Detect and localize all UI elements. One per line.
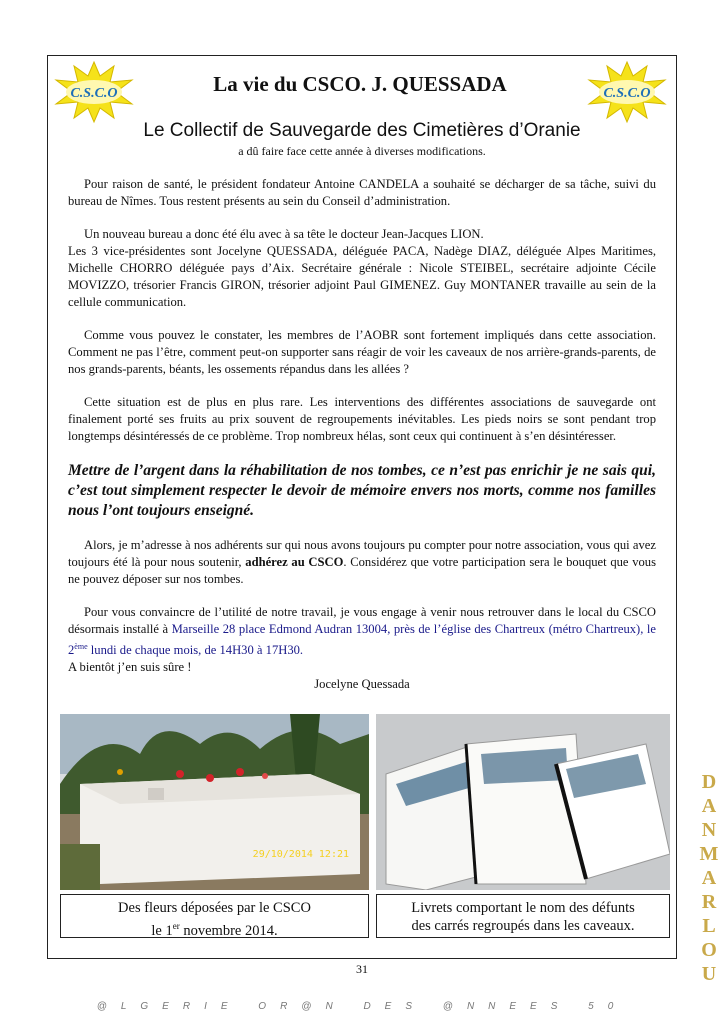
paragraph-3: Comme vous pouvez le constater, les membres de l’AOBR sont fortement impliqués dans cette association. Comment ne pas l’être, comment peut-on supporter sans réagir de voir les caveaux de nos arrière-grands-parents, de nos grands-parents, béants, les ossements répandus dans les allées ?: [68, 328, 656, 376]
photo-timestamp: 29/10/2014 12:21: [252, 849, 349, 860]
side-letter: A: [701, 867, 717, 889]
join-csco-text: adhérez au CSCO: [245, 555, 344, 569]
logo-text: C.S.C.O: [70, 86, 118, 101]
paragraph-2a: Un nouveau bureau a donc été élu avec à sa tête le docteur Jean-Jacques LION.: [84, 227, 484, 241]
side-vertical-text: [697, 770, 721, 986]
left-photo-caption: [60, 894, 369, 938]
side-letter: N: [701, 819, 717, 841]
left-caption-line2b: novembre 2014.: [179, 922, 278, 939]
address-sup: ème: [74, 642, 88, 651]
left-caption-line2a: le 1: [151, 922, 173, 939]
schedule-text: lundi de chaque mois, de 14H30 à 17H30.: [87, 643, 304, 658]
signature: Jocelyne Quessada: [314, 677, 410, 692]
tomb-photo: [60, 714, 369, 890]
paragraph-6a: Pour vous convaincre de l’utilité de notre travail, je vous engage à venir nous retrouver dans le local du CSCO désormais installé à: [68, 605, 656, 636]
csco-logo-right: [585, 60, 669, 124]
paragraph-5c: . Considérez que votre participation sera le bouquet que vous ne pouvez déposer sur nos tombes.: [68, 555, 656, 586]
subtitle-note: a dû faire face cette année à diverses modifications.: [238, 144, 486, 158]
logo-text: C.S.C.O: [603, 86, 651, 101]
side-letter: A: [701, 795, 717, 817]
paragraph-6: [68, 604, 656, 659]
right-caption-line1: Livrets comportant le nom des défunts: [411, 900, 635, 916]
right-caption-line2: des carrés regroupés dans les caveaux.: [411, 918, 635, 934]
side-letter: D: [701, 771, 717, 793]
side-letter: U: [701, 963, 717, 985]
side-letter: R: [701, 891, 717, 913]
address-text: Marseille 28 place Edmond Audran 13004, près de l’église des Chartreux (métro Chartreux), le 2: [68, 622, 656, 658]
page-number: 31: [356, 962, 368, 976]
left-caption-line2: [61, 917, 368, 940]
left-caption-line1: Des fleurs déposées par le CSCO: [118, 900, 311, 916]
paragraph-4: Cette situation est de plus en plus rare. Les interventions des différentes associations de sauvegarde ont finalement porté ses fruits au prix souvent de regroupements inévitables. Les pieds noirs se sont pendant trop longtemps désintéressés de ce problème. Trop nombreux hélas, sont ceux qui continuent à s’en désintéresser.: [68, 395, 656, 443]
side-letter: L: [702, 915, 716, 937]
paragraph-2: [68, 226, 656, 311]
closing-line: A bientôt j’en suis sûre !: [68, 660, 192, 675]
side-letter: M: [699, 843, 719, 865]
footer-text: @LGERIE OR@N DES @NNEES 50: [96, 1001, 628, 1012]
paragraph-1: Pour raison de santé, le président fondateur Antoine CANDELA a souhaité se décharger de sa tâche, suivi du bureau de Nîmes. Tous restent présents au sein du Conseil d’administration.: [68, 177, 656, 208]
paragraph-5: [68, 537, 656, 588]
page-title: La vie du CSCO. J. QUESSADA: [213, 72, 507, 96]
csco-logo-left: [52, 60, 136, 124]
left-caption-sup: er: [172, 921, 180, 931]
paragraph-5a: Alors, je m’adresse à nos adhérents sur qui nous avons toujours pu compter pour notre association, vous qui avez toujours été là pour nous soutenir,: [68, 538, 656, 569]
article-body: [68, 176, 656, 693]
highlight-quote: Mettre de l’argent dans la réhabilitation de nos tombes, ce n’est pas enrichir je ne sais qui, c’est tout simplement respecter le devoir de mémoire envers nos morts, comme nos familles nous l’ont toujours enseigné.: [68, 462, 656, 519]
booklets-photo: [376, 714, 670, 890]
side-letter: O: [701, 939, 717, 961]
subtitle: Le Collectif de Sauvegarde des Cimetières d’Oranie: [143, 120, 581, 141]
right-photo-caption: [376, 894, 670, 938]
paragraph-2b: Les 3 vice-présidentes sont Jocelyne QUESSADA, déléguée PACA, Nadège DIAZ, déléguée Alpes Maritimes, Michelle CHORRO déléguée pays d’Aix. Secrétaire générale : Nicole STEIBEL, secrétaire adjointe Cécile MOVIZZO, trésorier Francis GIRON, trésorier adjoint Paul GIMENEZ. Guy MONTANER travaille au sein de la cellule communication.: [68, 244, 656, 309]
